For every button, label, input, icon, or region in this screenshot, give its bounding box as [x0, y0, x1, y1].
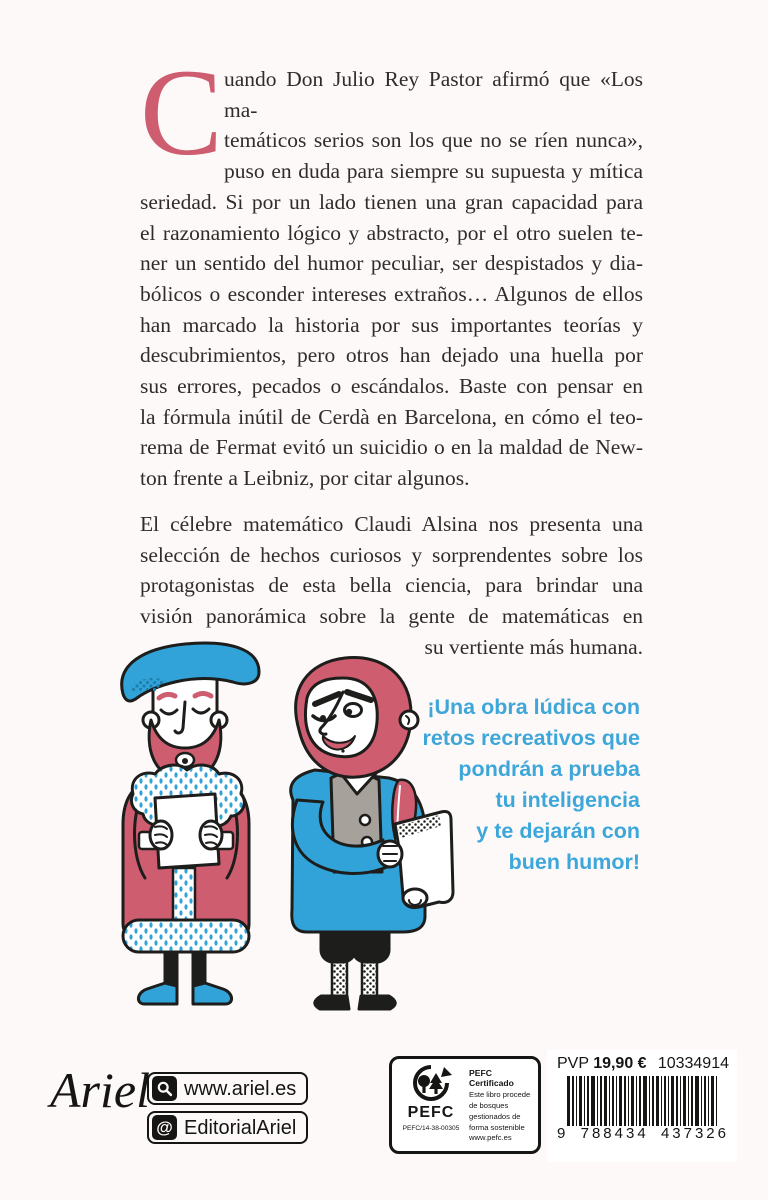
- publisher-links: [147, 1072, 308, 1144]
- text-line: selección de hechos curiosos y sorprendentes sobre los: [140, 542, 643, 567]
- text-line: buen humor!: [508, 850, 640, 874]
- drop-cap: C: [140, 44, 223, 181]
- synopsis: [140, 44, 643, 662]
- print-code: 10334914: [657, 1055, 729, 1072]
- text-line: pondrán a prueba: [458, 757, 640, 781]
- social-badge: [147, 1111, 308, 1144]
- pefc-description: Este libro procede de bosques gestionados de forma sostenible: [469, 1089, 531, 1132]
- text-line: han marcado la historia por sus importantes teorías y: [140, 312, 643, 337]
- text-line: rema de Fermat evitó un suicidio o en la maldad de New-: [140, 435, 643, 460]
- text-line: visión panorámica sobre la gente de matemáticas en: [140, 603, 643, 628]
- isbn-digits: 9 788434 437326: [557, 1125, 729, 1142]
- text-line: sus errores, pecados o escándalos. Baste con pensar en: [140, 374, 643, 399]
- pefc-code: PEFC/14-38-00305: [402, 1125, 460, 1132]
- synopsis-paragraph-1: [140, 44, 643, 494]
- text-line: y te dejarán con: [476, 819, 640, 843]
- mathematician-right: [291, 658, 453, 1009]
- at-icon: @: [152, 1115, 177, 1140]
- mathematician-left: [122, 643, 259, 1004]
- barcode: [567, 1076, 719, 1126]
- text-line: el razonamiento lógico y abstracto, por el otro suelen te-: [140, 220, 643, 245]
- text-line: retos recreativos que: [422, 726, 640, 750]
- text-line: puso en duda para siempre su supuesta y mítica: [224, 159, 643, 184]
- pefc-logo-icon: [408, 1065, 454, 1103]
- price-and-barcode: [547, 1050, 737, 1162]
- text-line: ¡Una obra lúdica con: [427, 695, 640, 719]
- text-line: temáticos serios son los que no se ríen nunca»,: [224, 128, 643, 153]
- mathematicians-illustration: [93, 628, 465, 1013]
- website-badge: [147, 1072, 308, 1105]
- website-url: www.ariel.es: [184, 1077, 297, 1100]
- social-handle: EditorialAriel: [184, 1116, 297, 1139]
- text-line: ner un sentido del humor peculiar, ser despistados y dia-: [140, 251, 643, 276]
- pefc-url: www.pefc.es: [469, 1133, 512, 1142]
- price: PVP 19,90 €: [557, 1055, 647, 1072]
- text-line: su vertiente más humana.: [424, 634, 643, 659]
- text-line: tu inteligencia: [495, 788, 640, 812]
- text-line: ton frente a Leibniz, por citar algunos.: [140, 466, 470, 491]
- text-line: bólicos o esconder intereses extraños… Algunos de ellos: [140, 281, 643, 306]
- pefc-name: PEFC: [407, 1104, 455, 1121]
- publisher-logo: Ariel: [50, 1062, 150, 1118]
- pefc-certified-label: PEFC Certificado: [469, 1068, 514, 1088]
- pefc-certificate: [389, 1056, 541, 1154]
- text-line: seriedad. Si por un lado tienen una gran capacidad para: [140, 189, 643, 214]
- text-line: uando Don Julio Rey Pastor afirmó que «Los ma-: [224, 67, 643, 122]
- text-line: protagonistas de esta bella ciencia, para brindar una: [140, 573, 643, 598]
- search-icon: [152, 1076, 177, 1101]
- text-line: la fórmula inútil de Cerdà en Barcelona, en cómo el teo-: [140, 404, 643, 429]
- text-line: descubrimientos, pero otros han dejado una huella por: [140, 343, 643, 368]
- text-line: El célebre matemático Claudi Alsina nos presenta una: [140, 511, 643, 536]
